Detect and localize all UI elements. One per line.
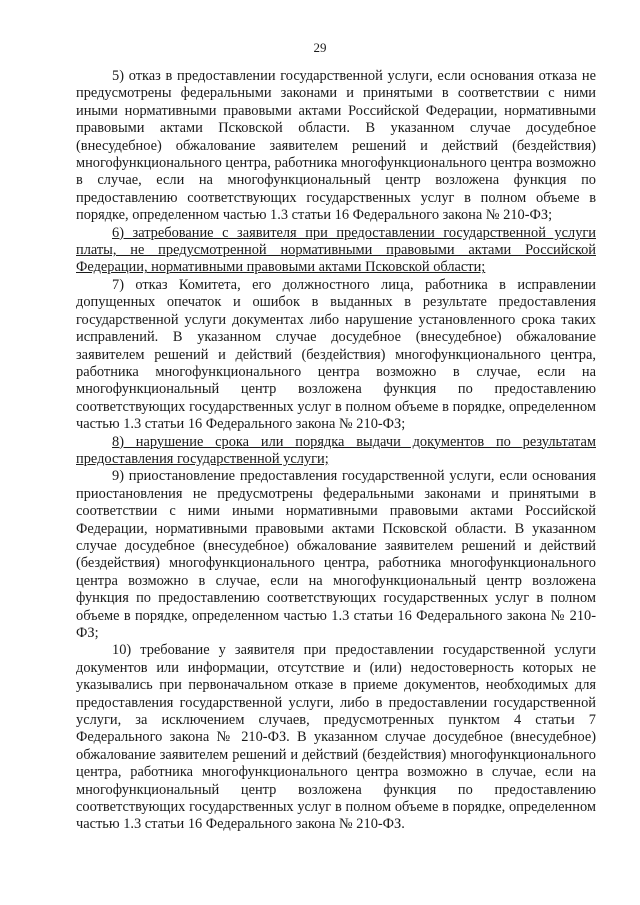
paragraph-item-6 xyxy=(76,642,596,833)
paragraph-text: 9) приостановление предоставления государственной услуги, если основания приостановления не предусмотрены федеральными законами и принятыми в соответствии с ними иными нормативными правовыми актами Российской Федерации, нормативными правовыми актами Псковской области. В указанном случае досудебное (внесудебное) обжалование заявителем решений и действий (бездействия) многофункционального центра, работника многофункционального центра возможно в случае, если на многофункциональный центр возложена функция по предоставлению соответствующих государственных услуг в полном объеме в порядке, определенном частью 1.3 статьи 16 Федерального закона № 210-ФЗ; xyxy=(76,468,596,641)
paragraph-text: 5) отказ в предоставлении государственной услуги, если основания отказа не предусмотрены федеральными законами и принятыми в соответствии с ними иными нормативными правовыми актами Российской Федерации, нормативными правовыми актами Псковской области. В указанном случае досудебное (внесудебное) обжалование заявителем решений и действий (бездействия) многофункционального центра, работника многофункционального центра возможно в случае, если на многофункциональный центр возложена функция по предоставлению соответствующих государственных услуг в полном объеме в порядке, определенном частью 1.3 статьи 16 Федерального закона № 210-ФЗ; xyxy=(76,68,596,224)
paragraph-text: 6) затребование с заявителя при предоставлении государственной услуги платы, не предусмотренной нормативными правовыми актами Российской Федерации, нормативными правовыми актами Псковской области; xyxy=(76,224,596,276)
paragraph-item-4 xyxy=(76,434,596,469)
paragraph-item-5 xyxy=(76,468,596,642)
paragraph-text: 7) отказ Комитета, его должностного лица, работника в исправлении допущенных опечаток и ошибок в выданных в результате предоставления государственной услуги документах либо нарушение установленного срока таких исправлений. В указанном случае досудебное (внесудебное) обжалование заявителем решений и действий (бездействия) многофункционального центра, работника многофункционального центра возможно в случае, если на многофункциональный центр возложена функция по предоставлению соответствующих государственных услуг в полном объеме в порядке, определенном частью 1.3 статьи 16 Федерального закона № 210-ФЗ; xyxy=(76,276,596,433)
paragraph-text: 10) требование у заявителя при предоставлении государственной услуги документов или информации, отсутствие и (или) недостоверность которых не указывались при первоначальном отказе в приеме документов, необходимых для предоставления государственной услуги, либо в предоставлении государственной услуги, за исключением случаев, предусмотренных пунктом 4 статьи 7 Федерального закона № 210-ФЗ. В указанном случае досудебное (внесудебное) обжалование заявителем решений и действий (бездействия) многофункционального центра, работника многофункционального центра возможно в случае, если на многофункциональный центр возложена функция по предоставлению соответствующих государственных услуг в полном объеме в порядке, определенном частью 1.3 статьи 16 Федерального закона № 210-ФЗ. xyxy=(76,642,596,833)
page-number: 29 xyxy=(313,40,327,55)
paragraph-item-2 xyxy=(76,225,596,277)
paragraph-item-3 xyxy=(76,277,596,434)
paragraph-item-1 xyxy=(76,68,596,225)
paragraph-text: 8) нарушение срока или порядка выдачи документов по результатам предоставления государственной услуги; xyxy=(76,433,596,467)
document-body xyxy=(76,68,596,834)
